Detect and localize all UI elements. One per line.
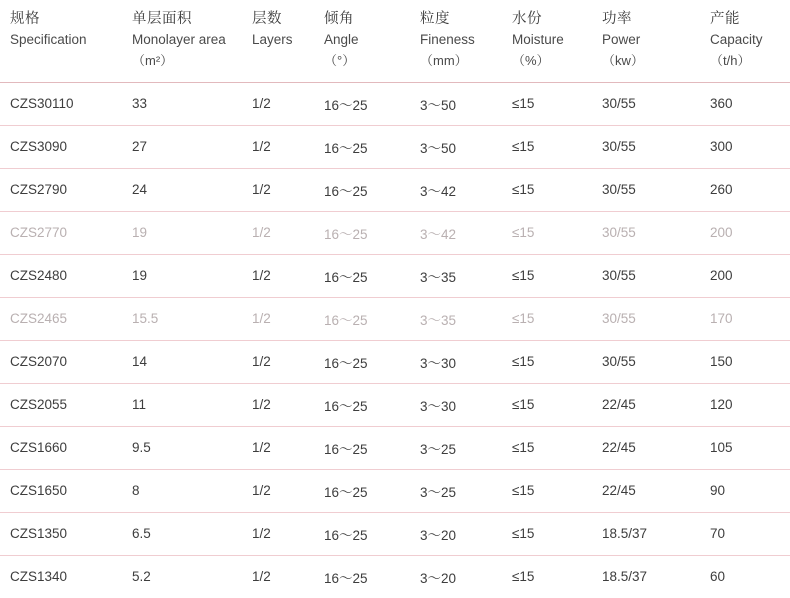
cell-layers: 1/2 bbox=[242, 469, 314, 512]
column-header-moisture-cn: 水份 bbox=[512, 11, 542, 27]
cell-layers: 1/2 bbox=[242, 82, 314, 125]
table-header-row bbox=[0, 0, 790, 82]
column-header-specification bbox=[0, 0, 122, 82]
column-header-monolayer-area-unit: （m²） bbox=[132, 53, 174, 69]
cell-monolayer-area: 9.5 bbox=[122, 426, 242, 469]
cell-angle: 16～25 bbox=[314, 168, 410, 211]
table-row bbox=[0, 426, 790, 469]
cell-monolayer-area: 5.2 bbox=[132, 569, 151, 585]
cell-specification: CZS2790 bbox=[0, 168, 122, 211]
column-header-moisture-en: Moisture bbox=[512, 32, 564, 48]
table-body bbox=[0, 82, 790, 598]
cell-angle: 16～25 bbox=[314, 383, 410, 426]
cell-moisture: ≤15 bbox=[502, 168, 592, 211]
cell-moisture: ≤15 bbox=[502, 211, 592, 254]
cell-fineness: 3～25 bbox=[410, 469, 502, 512]
cell-monolayer-area: 15.5 bbox=[122, 297, 242, 340]
cell-specification: CZS30110 bbox=[0, 82, 122, 125]
cell-angle: 16～25 bbox=[314, 297, 410, 340]
cell-fineness: 3～50 bbox=[410, 82, 502, 125]
cell-fineness: 3～35 bbox=[410, 297, 502, 340]
cell-monolayer-area: 11 bbox=[122, 383, 242, 426]
column-header-specification-en: Specification bbox=[10, 32, 87, 48]
table-row bbox=[0, 254, 790, 297]
cell-power: 30/55 bbox=[592, 168, 700, 211]
column-header-layers bbox=[242, 0, 314, 82]
column-header-fineness bbox=[410, 0, 502, 82]
column-header-moisture bbox=[502, 0, 592, 82]
cell-fineness: 3～42 bbox=[410, 168, 502, 211]
cell-power: 22/45 bbox=[592, 469, 700, 512]
cell-capacity: 70 bbox=[700, 512, 790, 555]
cell-moisture: ≤15 bbox=[502, 297, 592, 340]
cell-layers: 1/2 bbox=[242, 125, 314, 168]
cell-power: 30/55 bbox=[592, 211, 700, 254]
cell-fineness: 3～30 bbox=[410, 383, 502, 426]
column-header-specification-cn: 规格 bbox=[10, 11, 40, 27]
cell-capacity: 120 bbox=[700, 383, 790, 426]
cell-angle: 16～25 bbox=[314, 82, 410, 125]
table-row bbox=[0, 340, 790, 383]
cell-power: 18.5/37 bbox=[592, 512, 700, 555]
cell-specification: CZS1340 bbox=[10, 569, 68, 585]
column-header-power-cn: 功率 bbox=[602, 11, 632, 27]
table-row bbox=[0, 125, 790, 168]
cell-power: 22/45 bbox=[592, 426, 700, 469]
cell-monolayer-area: 6.5 bbox=[122, 512, 242, 555]
cell-fineness: 3～35 bbox=[410, 254, 502, 297]
column-header-capacity-unit: （t/h） bbox=[710, 53, 751, 69]
cell-power: 30/55 bbox=[592, 254, 700, 297]
cell-specification: CZS1350 bbox=[0, 512, 122, 555]
column-header-monolayer-area-cn: 单层面积 bbox=[132, 11, 192, 27]
cell-specification: CZS2480 bbox=[0, 254, 122, 297]
column-header-angle bbox=[314, 0, 410, 82]
column-header-monolayer-area bbox=[122, 0, 242, 82]
cell-power: 30/55 bbox=[592, 340, 700, 383]
cell-power: 30/55 bbox=[592, 82, 700, 125]
column-header-moisture-unit: （%） bbox=[512, 53, 550, 69]
cell-capacity: 105 bbox=[700, 426, 790, 469]
cell-capacity: 200 bbox=[700, 211, 790, 254]
cell-fineness: 3～50 bbox=[410, 125, 502, 168]
cell-layers: 1/2 bbox=[242, 512, 314, 555]
table-row bbox=[0, 555, 790, 598]
cell-monolayer-area: 19 bbox=[122, 254, 242, 297]
cell-capacity: 200 bbox=[700, 254, 790, 297]
table-row bbox=[0, 512, 790, 555]
cell-power: 30/55 bbox=[592, 125, 700, 168]
column-header-fineness-en: Fineness bbox=[420, 32, 475, 48]
cell-power: 30/55 bbox=[592, 297, 700, 340]
cell-capacity: 150 bbox=[700, 340, 790, 383]
cell-specification: CZS1650 bbox=[0, 469, 122, 512]
column-header-fineness-unit: （mm） bbox=[420, 53, 468, 69]
cell-power: 22/45 bbox=[592, 383, 700, 426]
cell-moisture: ≤15 bbox=[502, 82, 592, 125]
column-header-capacity bbox=[700, 0, 790, 82]
cell-monolayer-area: 27 bbox=[122, 125, 242, 168]
cell-fineness: 3～20 bbox=[420, 570, 457, 586]
column-header-layers-cn: 层数 bbox=[252, 11, 282, 27]
cell-specification: CZS2070 bbox=[0, 340, 122, 383]
table-row bbox=[0, 469, 790, 512]
column-header-power bbox=[592, 0, 700, 82]
cell-specification: CZS2770 bbox=[0, 211, 122, 254]
table-row bbox=[0, 168, 790, 211]
cell-layers: 1/2 bbox=[242, 340, 314, 383]
column-header-fineness-cn: 粒度 bbox=[420, 11, 450, 27]
table-row bbox=[0, 211, 790, 254]
cell-specification: CZS2465 bbox=[0, 297, 122, 340]
cell-moisture: ≤15 bbox=[502, 254, 592, 297]
cell-layers: 1/2 bbox=[242, 426, 314, 469]
cell-moisture: ≤15 bbox=[502, 426, 592, 469]
column-header-angle-unit: （°） bbox=[324, 53, 356, 69]
column-header-capacity-en: Capacity bbox=[710, 32, 763, 48]
table-row bbox=[0, 82, 790, 125]
cell-fineness: 3～25 bbox=[410, 426, 502, 469]
cell-layers: 1/2 bbox=[242, 297, 314, 340]
cell-angle: 16～25 bbox=[314, 211, 410, 254]
cell-angle: 16～25 bbox=[314, 340, 410, 383]
column-header-power-unit: （kw） bbox=[602, 53, 644, 69]
cell-capacity: 90 bbox=[700, 469, 790, 512]
cell-moisture: ≤15 bbox=[502, 469, 592, 512]
cell-moisture: ≤15 bbox=[502, 383, 592, 426]
column-header-power-en: Power bbox=[602, 32, 641, 48]
cell-angle: 16～25 bbox=[314, 512, 410, 555]
cell-moisture: ≤15 bbox=[512, 569, 535, 585]
cell-moisture: ≤15 bbox=[502, 340, 592, 383]
cell-moisture: ≤15 bbox=[502, 512, 592, 555]
cell-monolayer-area: 19 bbox=[122, 211, 242, 254]
cell-layers: 1/2 bbox=[242, 211, 314, 254]
cell-power: 18.5/37 bbox=[602, 569, 648, 585]
cell-angle: 16～25 bbox=[314, 426, 410, 469]
cell-specification: CZS2055 bbox=[0, 383, 122, 426]
cell-monolayer-area: 33 bbox=[122, 82, 242, 125]
cell-fineness: 3～42 bbox=[410, 211, 502, 254]
cell-monolayer-area: 14 bbox=[122, 340, 242, 383]
cell-capacity: 170 bbox=[700, 297, 790, 340]
cell-layers: 1/2 bbox=[252, 569, 271, 585]
table-header bbox=[0, 0, 790, 82]
cell-capacity: 60 bbox=[710, 569, 726, 585]
cell-capacity: 300 bbox=[700, 125, 790, 168]
cell-capacity: 260 bbox=[700, 168, 790, 211]
cell-angle: 16～25 bbox=[314, 254, 410, 297]
cell-moisture: ≤15 bbox=[502, 125, 592, 168]
column-header-angle-cn: 倾角 bbox=[324, 11, 354, 27]
column-header-layers-en: Layers bbox=[252, 32, 293, 48]
cell-angle: 16～25 bbox=[314, 469, 410, 512]
column-header-angle-en: Angle bbox=[324, 32, 359, 48]
cell-monolayer-area: 8 bbox=[122, 469, 242, 512]
cell-fineness: 3～20 bbox=[410, 512, 502, 555]
cell-monolayer-area: 24 bbox=[122, 168, 242, 211]
cell-layers: 1/2 bbox=[242, 254, 314, 297]
cell-angle: 16～25 bbox=[314, 125, 410, 168]
table-row bbox=[0, 383, 790, 426]
cell-specification: CZS1660 bbox=[0, 426, 122, 469]
column-header-monolayer-area-en: Monolayer area bbox=[132, 32, 226, 48]
table-row bbox=[0, 297, 790, 340]
cell-angle: 16～25 bbox=[324, 570, 368, 586]
cell-specification: CZS3090 bbox=[0, 125, 122, 168]
cell-fineness: 3～30 bbox=[410, 340, 502, 383]
cell-layers: 1/2 bbox=[242, 168, 314, 211]
cell-capacity: 360 bbox=[700, 82, 790, 125]
column-header-capacity-cn: 产能 bbox=[710, 11, 740, 27]
cell-layers: 1/2 bbox=[242, 383, 314, 426]
